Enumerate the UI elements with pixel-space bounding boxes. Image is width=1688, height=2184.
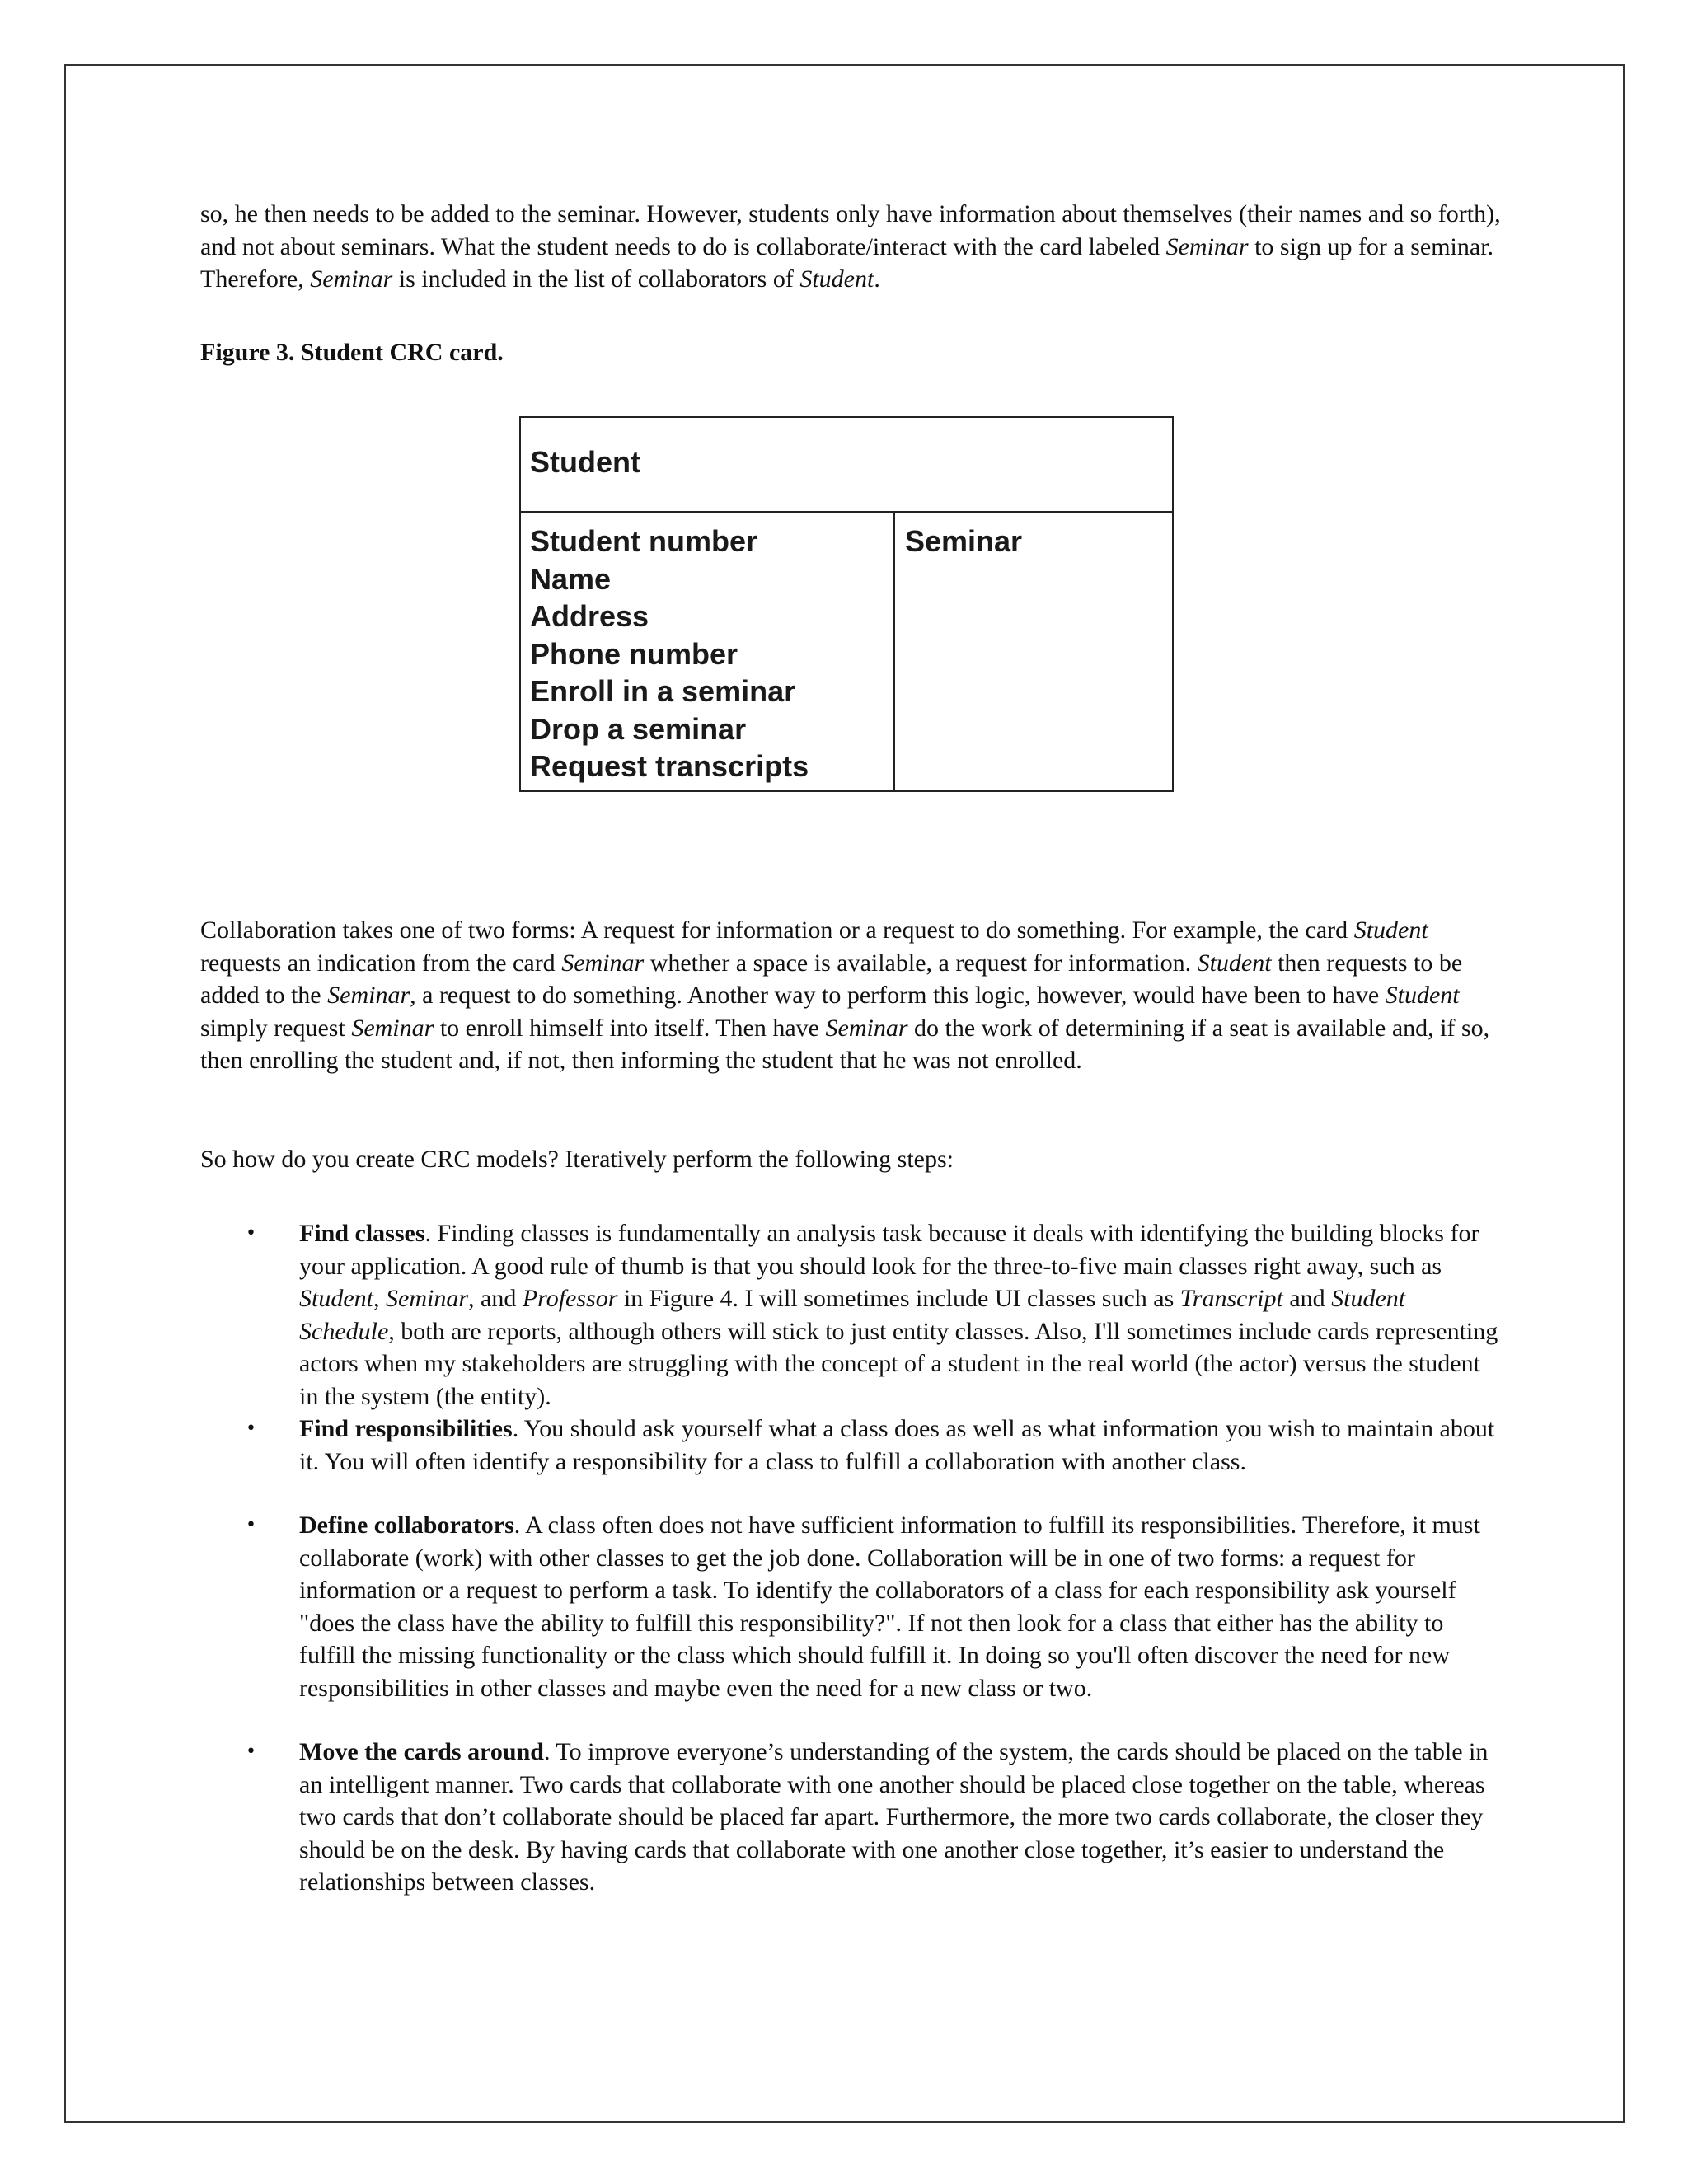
bullet-icon: •: [246, 1418, 256, 1439]
crc-responsibility: Address: [530, 599, 649, 633]
crc-responsibility: Student number: [530, 524, 757, 558]
step-find-responsibilities: • Find responsibilities. You should ask yourself what a class does as well as what information you wish to maintain about it. You will often identify a responsibility for a class to fulfill a collaboration with another class.: [200, 1413, 1503, 1478]
intro-paragraph: so, he then needs to be added to the seminar. However, students only have information about themselves (their names and so forth), and not about seminars. What the student needs to do is collaborate/interact with the card labeled Seminar to sign up for a seminar. Therefore, Seminar is included in the list of collaborators of Student.: [200, 200, 1501, 293]
step-find-classes: • Find classes. Finding classes is fundamentally an analysis task because it deals with identifying the building blocks for your application. A good rule of thumb is that you should look for the three-to-five main classes right away, such as Student, Seminar, and Professor in Figure 4. I will sometimes include UI classes such as Transcript and Student Schedule, both are reports, although others will stick to just entity classes. Also, I'll sometimes include cards representing actors when my stakeholders are struggling with the concept of a student in the real world (the actor) versus the student in the system (the entity).: [200, 1217, 1503, 1413]
crc-card-header: [521, 418, 1172, 513]
crc-responsibility: Name: [530, 561, 612, 596]
bullet-icon: •: [246, 1223, 256, 1244]
step-define-collaborators: • Define collaborators. A class often does not have sufficient information to fulfill its responsibilities. Therefore, it must collaborate (work) with other classes to get the job done. Collaboration will be in one of two forms: a request for information or a request to perform a task. To identify the collaborators of a class for each responsibility ask yourself "does the class have the ability to fulfill this responsibility?". If not then look for a class that either has the ability to fulfill the missing functionality or the class which should fulfill it. In doing so you'll often discover the need for new responsibilities in other classes and maybe even the need for a new class or two.: [200, 1509, 1503, 1704]
crc-responsibility: Request transcripts: [530, 749, 809, 783]
crc-collaborators-column: [895, 513, 1172, 790]
crc-responsibility: Enroll in a seminar: [530, 674, 796, 708]
crc-responsibilities-column: [521, 513, 895, 790]
step-move-cards: • Move the cards around. To improve everyone’s understanding of the system, the cards should be placed on the table in an intelligent manner. Two cards that collaborate with one another should be placed close together on the table, whereas two cards that don’t collaborate should be placed far apart. Furthermore, the more two cards collaborate, the closer they should be on the desk. By having cards that collaborate with one another close together, it’s easier to understand the relationships between classes.: [200, 1736, 1503, 1899]
steps-list: [200, 1217, 1503, 1899]
crc-collaborator: Seminar: [905, 524, 1023, 558]
crc-responsibilities-list: [530, 523, 809, 785]
crc-card: [519, 416, 1174, 792]
collaboration-paragraph: Collaboration takes one of two forms: A request for information or a request to do something. For example, the card Student requests an indication from the card Seminar whether a space is available, a request for information. Student then requests to be added to the Seminar, a request to do something. Another way to perform this logic, however, would have been to have Student simply request Seminar to enroll himself into itself. Then have Seminar do the work of determining if a seat is available and, if so, then enrolling the student and, if not, then informing the student that he was not enrolled.: [200, 916, 1490, 1074]
bullet-icon: •: [246, 1515, 256, 1535]
bullet-icon: •: [246, 1741, 256, 1762]
crc-class-name: Student: [530, 445, 640, 479]
figure-caption: Figure 3. Student CRC card.: [200, 339, 504, 366]
crc-responsibility: Drop a seminar: [530, 711, 747, 746]
crc-responsibility: Phone number: [530, 636, 738, 671]
steps-intro: So how do you create CRC models? Iteratively perform the following steps:: [200, 1146, 954, 1173]
